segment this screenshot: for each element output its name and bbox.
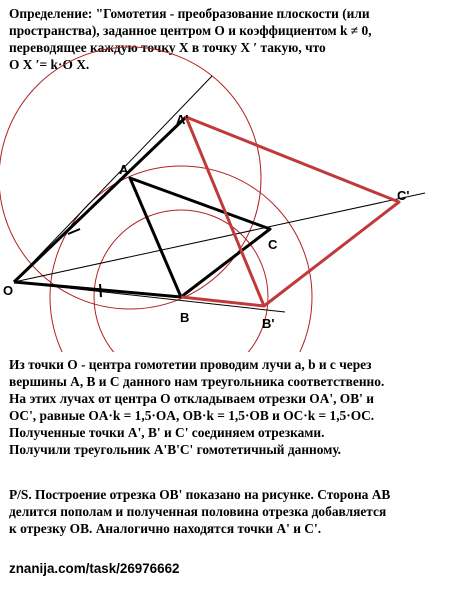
label-a-prime: A' bbox=[176, 112, 189, 127]
explanation-line: На этих лучах от центра O откладываем отрезки OA', OB' и bbox=[9, 391, 374, 406]
explanation-line: Из точки O - центра гомотетии проводим лучи a, b и c через bbox=[9, 357, 372, 372]
label-a: A bbox=[119, 162, 129, 177]
explanation-line: Полученные точки A', B' и C' соединяем отрезками. bbox=[9, 425, 325, 440]
segment-oa-prime bbox=[14, 117, 186, 282]
explanation-line: вершины A, B и C данного нам треугольника соответственно. bbox=[9, 374, 385, 389]
note-line: к отрезку OB. Аналогично находятся точки A' и C'. bbox=[9, 521, 322, 536]
explanation-line: OC', равные OA·k = 1,5·OA, OB·k = 1,5·OB и OC·k = 1,5·OC. bbox=[9, 408, 375, 423]
label-b-prime: B' bbox=[262, 316, 275, 331]
note-line: P/S. Построение отрезка OB' показано на рисунке. Сторона AB bbox=[9, 487, 391, 502]
label-c-prime: C' bbox=[397, 188, 410, 203]
label-c: C bbox=[268, 237, 278, 252]
segment-ob bbox=[14, 282, 181, 297]
ray-a bbox=[14, 76, 212, 282]
note-text bbox=[9, 486, 390, 537]
explanation-text bbox=[9, 356, 384, 458]
rays bbox=[14, 76, 425, 312]
tick-mark bbox=[100, 284, 101, 297]
definition-line: переводящее каждую точку X в точку X ′ такую, что bbox=[9, 40, 326, 55]
label-o: O bbox=[3, 283, 14, 298]
definition-line: пространства), заданное центром O и коэффициентом k ≠ 0, bbox=[9, 23, 372, 38]
construction-arcs bbox=[0, 47, 312, 360]
label-b: B bbox=[180, 310, 190, 325]
note-line: делится пополам и полученная половина отрезка добавляется bbox=[9, 504, 387, 519]
explanation-line: Получили треугольник A'B'C' гомотетичный данному. bbox=[9, 442, 342, 457]
source-watermark: znanija.com/task/26976662 bbox=[9, 561, 180, 576]
triangle-abc bbox=[130, 178, 270, 297]
definition-line: Определение: "Гомотетия - преобразование плоскости (или bbox=[9, 6, 370, 21]
definition-line: O X ′= k·O X. bbox=[9, 57, 90, 72]
